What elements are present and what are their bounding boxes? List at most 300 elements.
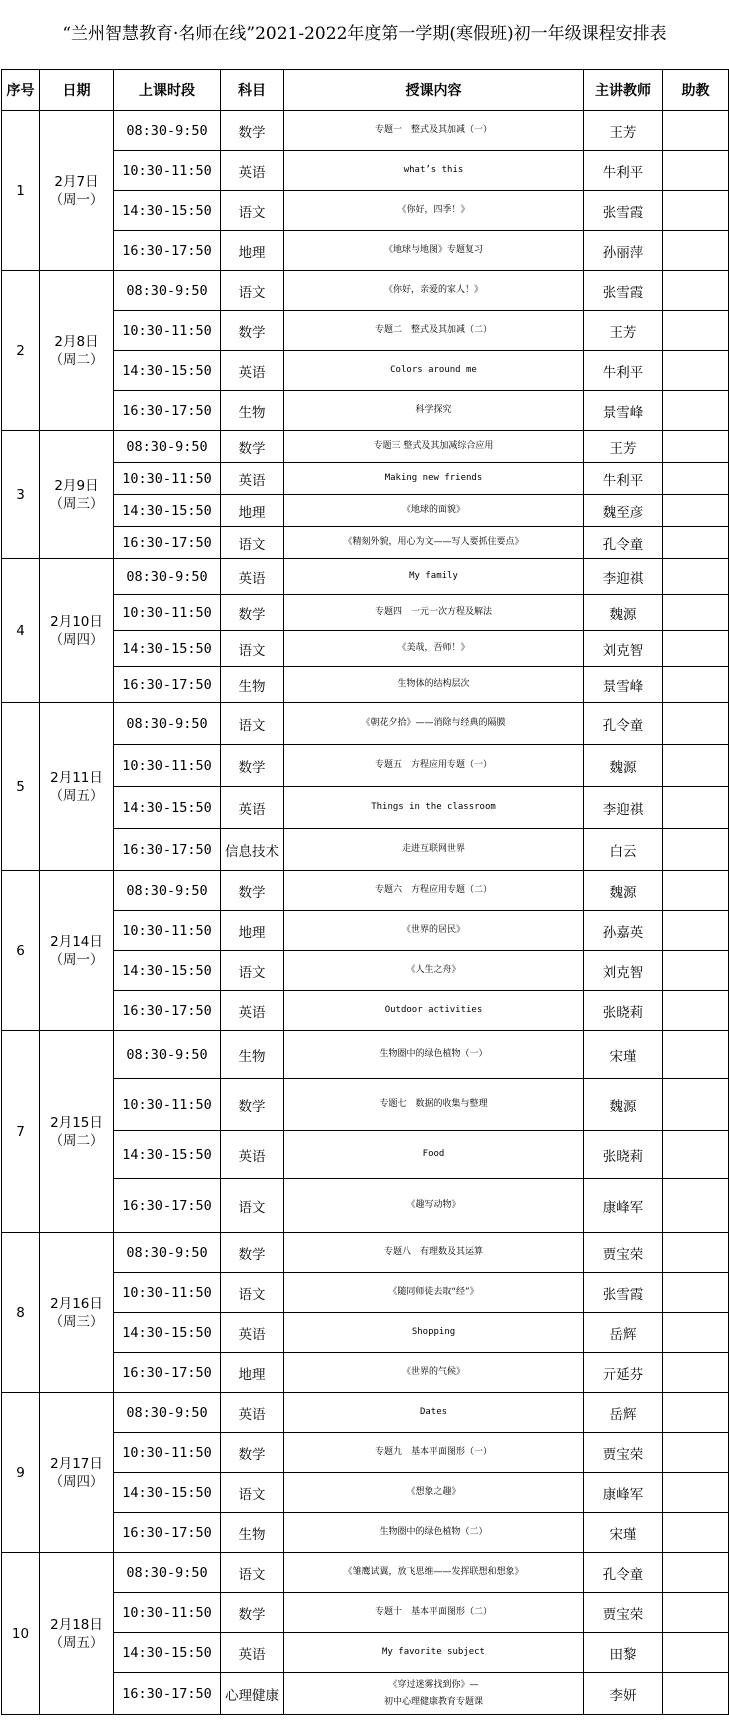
class-content-cell	[284, 1273, 584, 1313]
class-subject: 英语	[221, 463, 284, 495]
class-teacher: 张晓莉	[584, 1131, 663, 1179]
class-time: 16:30-17:50	[114, 667, 221, 703]
class-teacher: 张雪霞	[584, 191, 663, 231]
day-date-cell	[40, 703, 114, 871]
day-number: 5	[2, 703, 40, 871]
table-row	[2, 111, 729, 151]
class-teacher: 亓延芬	[584, 1353, 663, 1393]
table-row	[2, 1553, 729, 1593]
class-assistant	[663, 1131, 729, 1179]
class-teacher: 康峰军	[584, 1179, 663, 1233]
class-time: 14:30-15:50	[114, 787, 221, 829]
class-content-cell	[284, 559, 584, 595]
class-subject: 数学	[221, 1433, 284, 1473]
class-time: 08:30-9:50	[114, 1233, 221, 1273]
class-teacher: 景雪峰	[584, 391, 663, 431]
class-time: 16:30-17:50	[114, 1179, 221, 1233]
class-content-cell	[284, 527, 584, 559]
class-subject: 地理	[221, 231, 284, 271]
day-number: 3	[2, 431, 40, 559]
class-teacher: 贾宝荣	[584, 1433, 663, 1473]
class-teacher: 牛利平	[584, 463, 663, 495]
class-time: 14:30-15:50	[114, 951, 221, 991]
day-weekday: （周二）	[49, 1132, 104, 1149]
class-time: 08:30-9:50	[114, 431, 221, 463]
day-number: 1	[2, 111, 40, 271]
class-time: 14:30-15:50	[114, 631, 221, 667]
class-teacher: 李迎祺	[584, 787, 663, 829]
class-subject: 数学	[221, 745, 284, 787]
class-assistant	[663, 1353, 729, 1393]
class-content: 《朝花夕拾》——消除与经典的隔膜	[361, 718, 506, 728]
class-teacher: 王芳	[584, 311, 663, 351]
class-time: 10:30-11:50	[114, 311, 221, 351]
class-teacher: 贾宝荣	[584, 1593, 663, 1633]
class-teacher: 魏源	[584, 595, 663, 631]
class-subject: 英语	[221, 559, 284, 595]
class-time: 08:30-9:50	[114, 871, 221, 911]
class-content: 专题三 整式及其加减综合应用	[373, 441, 494, 451]
class-content: 专题九 基本平面图形（一）	[374, 1447, 492, 1457]
class-assistant	[663, 911, 729, 951]
class-content-cell	[284, 311, 584, 351]
day-date: 2月10日	[50, 613, 103, 630]
class-teacher: 岳辉	[584, 1313, 663, 1353]
class-assistant	[663, 1179, 729, 1233]
schedule-body	[2, 111, 729, 1715]
header-row	[2, 70, 729, 111]
class-teacher: 田黎	[584, 1633, 663, 1673]
class-content: what’s this	[403, 165, 464, 175]
class-assistant	[663, 871, 729, 911]
class-content: Dates	[419, 1407, 448, 1417]
day-date-cell	[40, 1393, 114, 1553]
class-content: 生物圈中的绿色植物（二）	[379, 1527, 488, 1537]
class-content: 《人生之舟》	[406, 965, 461, 975]
class-content: 《想象之趣》	[406, 1487, 461, 1497]
header-no: 序号	[2, 70, 40, 111]
class-content-cell	[284, 1433, 584, 1473]
day-date-cell	[40, 559, 114, 703]
class-subject: 生物	[221, 391, 284, 431]
class-assistant	[663, 1031, 729, 1079]
class-assistant	[663, 1233, 729, 1273]
class-assistant	[663, 431, 729, 463]
day-date: 2月8日	[54, 333, 99, 350]
class-content-cell	[284, 1593, 584, 1633]
table-row	[2, 431, 729, 463]
class-subject: 语文	[221, 271, 284, 311]
class-assistant	[663, 151, 729, 191]
day-date-cell	[40, 111, 114, 271]
class-content: 《雏鹰试翼，放飞思维——发挥联想和想象》	[343, 1567, 524, 1577]
class-content-cell	[284, 1673, 584, 1715]
class-content: 《你好，亲爱的家人！》	[383, 285, 483, 295]
class-time: 10:30-11:50	[114, 151, 221, 191]
class-content-line2: 初中心理健康教育专题课	[383, 1696, 483, 1707]
class-assistant	[663, 111, 729, 151]
day-weekday: （周一）	[49, 191, 104, 208]
class-time: 14:30-15:50	[114, 191, 221, 231]
day-date: 2月11日	[50, 769, 103, 786]
class-assistant	[663, 787, 729, 829]
class-content-cell	[284, 111, 584, 151]
class-content: 《你好，四季！》	[397, 205, 470, 215]
class-assistant	[663, 1273, 729, 1313]
class-content-cell	[284, 829, 584, 871]
class-subject: 生物	[221, 1513, 284, 1553]
class-teacher: 王芳	[584, 431, 663, 463]
class-assistant	[663, 527, 729, 559]
header-assistant: 助教	[663, 70, 729, 111]
class-teacher: 孔令童	[584, 1553, 663, 1593]
day-weekday: （周四）	[49, 1473, 104, 1490]
class-assistant	[663, 951, 729, 991]
class-subject: 语文	[221, 1179, 284, 1233]
header-subject: 科目	[221, 70, 284, 111]
class-subject: 语文	[221, 951, 284, 991]
class-time: 14:30-15:50	[114, 1473, 221, 1513]
class-content: 走进互联网世界	[401, 844, 465, 854]
class-assistant	[663, 1393, 729, 1433]
class-time: 10:30-11:50	[114, 1593, 221, 1633]
day-date: 2月7日	[54, 173, 99, 190]
class-content: 《穿过迷雾找到你》—	[388, 1679, 479, 1690]
class-content: 专题十 基本平面图形（二）	[374, 1607, 492, 1617]
day-date: 2月18日	[50, 1616, 103, 1633]
class-subject: 英语	[221, 787, 284, 829]
class-time: 10:30-11:50	[114, 745, 221, 787]
class-teacher: 孙丽萍	[584, 231, 663, 271]
class-time: 08:30-9:50	[114, 111, 221, 151]
class-content: 生物体的结构层次	[397, 679, 470, 689]
class-time: 14:30-15:50	[114, 1131, 221, 1179]
schedule-table	[1, 69, 729, 1715]
class-teacher: 牛利平	[584, 151, 663, 191]
class-assistant	[663, 703, 729, 745]
day-number: 9	[2, 1393, 40, 1553]
class-assistant	[663, 1433, 729, 1473]
class-subject: 语文	[221, 527, 284, 559]
class-subject: 数学	[221, 595, 284, 631]
class-subject: 数学	[221, 1079, 284, 1131]
class-content: 《世界的居民》	[401, 925, 465, 935]
day-date: 2月17日	[50, 1455, 103, 1472]
class-content-cell	[284, 351, 584, 391]
class-content-cell	[284, 391, 584, 431]
class-subject: 心理健康	[221, 1673, 284, 1715]
class-content: 《地球的面貌》	[401, 505, 465, 515]
table-row	[2, 1233, 729, 1273]
class-time: 10:30-11:50	[114, 595, 221, 631]
class-content: 专题一 整式及其加减（一）	[374, 125, 492, 135]
class-content-cell	[284, 495, 584, 527]
class-assistant	[663, 991, 729, 1031]
header-time: 上课时段	[114, 70, 221, 111]
class-subject: 语文	[221, 1473, 284, 1513]
class-time: 16:30-17:50	[114, 991, 221, 1031]
class-teacher: 张晓莉	[584, 991, 663, 1031]
class-assistant	[663, 271, 729, 311]
day-number: 7	[2, 1031, 40, 1233]
class-assistant	[663, 631, 729, 667]
class-content-cell	[284, 1131, 584, 1179]
class-assistant	[663, 391, 729, 431]
day-weekday: （周五）	[49, 787, 104, 804]
class-teacher: 魏源	[584, 871, 663, 911]
day-date-cell	[40, 431, 114, 559]
class-teacher: 康峰军	[584, 1473, 663, 1513]
class-teacher: 李妍	[584, 1673, 663, 1715]
class-time: 16:30-17:50	[114, 527, 221, 559]
class-content: Shopping	[411, 1327, 456, 1337]
class-subject: 英语	[221, 351, 284, 391]
class-content-cell	[284, 431, 584, 463]
class-time: 10:30-11:50	[114, 1433, 221, 1473]
class-content: 科学探究	[415, 405, 452, 415]
day-date: 2月9日	[54, 477, 99, 494]
class-content: Colors around me	[390, 365, 477, 375]
class-content: 生物圈中的绿色植物（一）	[379, 1049, 488, 1059]
class-assistant	[663, 595, 729, 631]
class-assistant	[663, 1593, 729, 1633]
class-assistant	[663, 745, 729, 787]
class-subject: 数学	[221, 111, 284, 151]
class-time: 10:30-11:50	[114, 463, 221, 495]
class-assistant	[663, 311, 729, 351]
class-time: 08:30-9:50	[114, 1031, 221, 1079]
class-time: 16:30-17:50	[114, 391, 221, 431]
class-subject: 语文	[221, 191, 284, 231]
class-teacher: 魏至彦	[584, 495, 663, 527]
class-subject: 信息技术	[221, 829, 284, 871]
class-subject: 语文	[221, 1273, 284, 1313]
class-content: 专题五 方程应用专题（一）	[374, 760, 492, 770]
class-assistant	[663, 1673, 729, 1715]
class-teacher: 孙嘉英	[584, 911, 663, 951]
class-subject: 英语	[221, 1633, 284, 1673]
class-time: 10:30-11:50	[114, 911, 221, 951]
table-row	[2, 1031, 729, 1079]
class-subject: 地理	[221, 495, 284, 527]
class-content: 专题四 一元一次方程及解法	[374, 607, 492, 617]
class-teacher: 牛利平	[584, 351, 663, 391]
class-subject: 英语	[221, 1313, 284, 1353]
day-weekday: （周四）	[49, 631, 104, 648]
day-number: 2	[2, 271, 40, 431]
class-content: Things in the classroom	[371, 802, 496, 812]
class-time: 08:30-9:50	[114, 1393, 221, 1433]
class-time: 08:30-9:50	[114, 1553, 221, 1593]
day-number: 10	[2, 1553, 40, 1715]
class-content: 专题六 方程应用专题（二）	[374, 885, 492, 895]
day-date: 2月16日	[50, 1295, 103, 1312]
class-assistant	[663, 1079, 729, 1131]
class-assistant	[663, 1313, 729, 1353]
class-teacher: 张雪霞	[584, 1273, 663, 1313]
header-content: 授课内容	[284, 70, 584, 111]
class-content-cell	[284, 1313, 584, 1353]
class-content: 专题七 数据的收集与整理	[379, 1099, 488, 1109]
day-weekday: （周五）	[49, 1634, 104, 1651]
class-subject: 数学	[221, 311, 284, 351]
class-subject: 数学	[221, 871, 284, 911]
class-assistant	[663, 495, 729, 527]
class-teacher: 王芳	[584, 111, 663, 151]
class-content: Making new friends	[384, 473, 483, 483]
class-teacher: 刘克智	[584, 951, 663, 991]
class-content-cell	[284, 595, 584, 631]
day-weekday: （周三）	[49, 1313, 104, 1330]
class-assistant	[663, 1473, 729, 1513]
class-content: Food	[422, 1149, 445, 1159]
table-row	[2, 559, 729, 595]
class-assistant	[663, 231, 729, 271]
class-content-cell	[284, 463, 584, 495]
class-content: 《美哉，吾师！》	[397, 643, 470, 653]
page-title: “兰州智慧教育·名师在线”2021-2022年度第一学期(寒假班)初一年级课程安排表	[62, 24, 667, 44]
day-date: 2月14日	[50, 933, 103, 950]
class-assistant	[663, 463, 729, 495]
class-assistant	[663, 351, 729, 391]
header-date: 日期	[40, 70, 114, 111]
class-time: 14:30-15:50	[114, 495, 221, 527]
class-content-cell	[284, 1031, 584, 1079]
class-content-cell	[284, 1473, 584, 1513]
class-subject: 生物	[221, 1031, 284, 1079]
class-teacher: 张雪霞	[584, 271, 663, 311]
class-time: 10:30-11:50	[114, 1079, 221, 1131]
class-teacher: 宋瑾	[584, 1513, 663, 1553]
class-assistant	[663, 1633, 729, 1673]
class-subject: 地理	[221, 911, 284, 951]
class-time: 16:30-17:50	[114, 231, 221, 271]
class-time: 14:30-15:50	[114, 1633, 221, 1673]
class-content: Outdoor activities	[384, 1005, 483, 1015]
class-time: 16:30-17:50	[114, 1513, 221, 1553]
day-number: 6	[2, 871, 40, 1031]
class-time: 10:30-11:50	[114, 1273, 221, 1313]
table-row	[2, 703, 729, 745]
class-content-cell	[284, 991, 584, 1031]
day-date-cell	[40, 1233, 114, 1393]
class-time: 08:30-9:50	[114, 703, 221, 745]
class-content: My family	[409, 571, 458, 581]
class-teacher: 孔令童	[584, 527, 663, 559]
table-row	[2, 271, 729, 311]
class-subject: 语文	[221, 1553, 284, 1593]
table-row	[2, 1393, 729, 1433]
day-weekday: （周三）	[49, 495, 104, 512]
class-subject: 生物	[221, 667, 284, 703]
class-content: 《地球与地图》专题复习	[383, 245, 483, 255]
class-teacher: 岳辉	[584, 1393, 663, 1433]
class-subject: 英语	[221, 1393, 284, 1433]
class-content: My favorite subject	[382, 1647, 485, 1657]
class-time: 16:30-17:50	[114, 829, 221, 871]
class-teacher: 魏源	[584, 1079, 663, 1131]
class-teacher: 孔令童	[584, 703, 663, 745]
class-content-cell	[284, 1633, 584, 1673]
class-teacher: 白云	[584, 829, 663, 871]
class-subject: 语文	[221, 631, 284, 667]
day-date-cell	[40, 871, 114, 1031]
class-content-cell	[284, 1393, 584, 1433]
class-subject: 地理	[221, 1353, 284, 1393]
class-content-cell	[284, 1179, 584, 1233]
class-time: 08:30-9:50	[114, 559, 221, 595]
day-weekday: （周二）	[49, 351, 104, 368]
class-subject: 数学	[221, 1233, 284, 1273]
class-teacher: 刘克智	[584, 631, 663, 667]
day-date-cell	[40, 271, 114, 431]
class-content-cell	[284, 1079, 584, 1131]
class-content-cell	[284, 667, 584, 703]
class-content: 《世界的气候》	[401, 1367, 465, 1377]
class-content-cell	[284, 787, 584, 829]
class-content-cell	[284, 703, 584, 745]
class-content-cell	[284, 745, 584, 787]
class-content-cell	[284, 1353, 584, 1393]
class-subject: 英语	[221, 991, 284, 1031]
class-time: 14:30-15:50	[114, 351, 221, 391]
class-content-cell	[284, 1513, 584, 1553]
class-content-cell	[284, 1553, 584, 1593]
class-teacher: 景雪峰	[584, 667, 663, 703]
class-content-cell	[284, 151, 584, 191]
class-content-cell	[284, 271, 584, 311]
class-content-cell	[284, 871, 584, 911]
day-date-cell	[40, 1031, 114, 1233]
day-date-cell	[40, 1553, 114, 1715]
class-assistant	[663, 1553, 729, 1593]
class-content: 专题八 有理数及其运算	[383, 1247, 483, 1257]
class-time: 16:30-17:50	[114, 1353, 221, 1393]
class-time: 08:30-9:50	[114, 271, 221, 311]
class-assistant	[663, 667, 729, 703]
class-assistant	[663, 829, 729, 871]
class-assistant	[663, 559, 729, 595]
day-date: 2月15日	[50, 1114, 103, 1131]
day-number: 8	[2, 1233, 40, 1393]
class-assistant	[663, 191, 729, 231]
class-teacher: 贾宝荣	[584, 1233, 663, 1273]
class-assistant	[663, 1513, 729, 1553]
day-weekday: （周一）	[49, 951, 104, 968]
class-content-cell	[284, 231, 584, 271]
class-subject: 语文	[221, 703, 284, 745]
class-content-cell	[284, 951, 584, 991]
class-content-cell	[284, 191, 584, 231]
table-row	[2, 871, 729, 911]
class-content: 《精刻外貌，用心为文——写人要抓住要点》	[343, 537, 524, 547]
class-content: 专题二 整式及其加减（二）	[374, 325, 492, 335]
class-teacher: 宋瑾	[584, 1031, 663, 1079]
class-subject: 数学	[221, 431, 284, 463]
header-teacher: 主讲教师	[584, 70, 663, 111]
class-subject: 英语	[221, 1131, 284, 1179]
class-teacher: 魏源	[584, 745, 663, 787]
class-time: 14:30-15:50	[114, 1313, 221, 1353]
class-teacher: 李迎祺	[584, 559, 663, 595]
class-content: 《趣写动物》	[406, 1200, 461, 1210]
class-time: 16:30-17:50	[114, 1673, 221, 1715]
class-content: 《随同师徒去取“经”》	[388, 1287, 479, 1297]
day-number: 4	[2, 559, 40, 703]
class-content-cell	[284, 631, 584, 667]
class-content-cell	[284, 1233, 584, 1273]
class-subject: 数学	[221, 1593, 284, 1633]
